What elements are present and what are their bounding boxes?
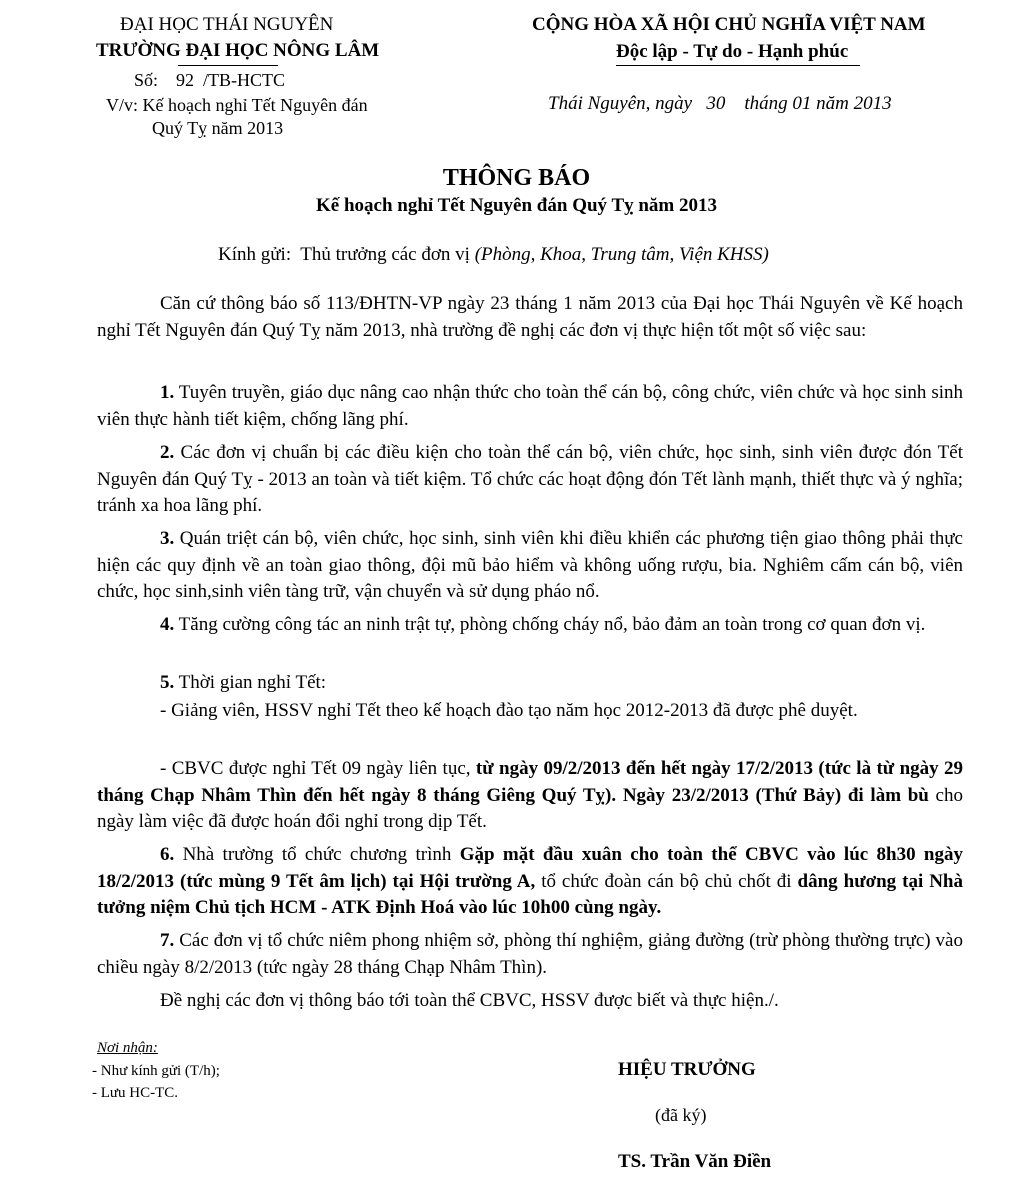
item-3-text: Quán triệt cán bộ, viên chức, học sinh, sinh viên khi điều khiển các phương tiện giao thông phải thực hiện các quy định về an toàn giao thông, đội mũ bảo hiểm và không uống rượu, bia. Nghiêm cấm cán bộ, viên chức, học sinh,sinh viên tàng trữ, vận chuyển và sử dụng pháo nổ. [97,528,963,602]
item-4 [97,612,963,639]
item-2-text: Các đơn vị chuẩn bị các điều kiện cho toàn thể cán bộ, viên chức, học sinh, sinh viên được đón Tết Nguyên đán Quý Tỵ - 2013 an toàn và tiết kiệm. Tổ chức các hoạt động đón Tết lành mạnh, thiết thực và ý nghĩa; tránh xa hoa lãng phí. [97,442,963,516]
document-subtitle: Kế hoạch nghỉ Tết Nguyên đán Quý Tỵ năm 2013 [315,195,718,216]
motto: Độc lập - Tự do - Hạnh phúc [616,41,849,62]
item-5-lecturers: - Giảng viên, HSSV nghỉ Tết theo kế hoạch đào tạo năm học 2012-2013 đã được phê duyệt. [160,700,858,721]
item-2 [97,440,963,520]
recipients-label: Nơi nhận: [97,1040,158,1056]
subject-line-1: V/v: Kế hoạch nghỉ Tết Nguyên đán [106,95,368,115]
country-name: CỘNG HÒA XÃ HỘI CHỦ NGHĨA VIỆT NAM [532,14,926,35]
place-date: Thái Nguyên, ngày 30 tháng 01 năm 2013 [548,93,892,114]
recipient-units: (Phòng, Khoa, Trung tâm, Viện KHSS) [474,244,769,265]
item-5 [97,670,963,697]
item-5-staff-dates: từ ngày 09/2/2013 đến hết ngày 17/2/2013 (tức là từ ngày 29 tháng Chạp Nhâm Thìn đến hết ngày 8 tháng Giêng Quý Tỵ). Ngày 23/2/2013 (Thứ Bảy) đi làm bù [97,758,964,806]
item-3-number: 3. [160,528,175,549]
doc-number: Số: 92 /TB-HCTC [134,70,286,90]
document-title: THÔNG BÁO [442,165,591,191]
subject-line-2: Quý Tỵ năm 2013 [152,118,284,138]
org-parent: ĐẠI HỌC THÁI NGUYÊN [120,14,334,35]
recipient-1: - Như kính gửi (T/h); [92,1063,220,1079]
recipient-2: - Lưu HC-TC. [92,1085,179,1101]
item-1-text: Tuyên truyền, giáo dục nâng cao nhận thức cho toàn thể cán bộ, công chức, viên chức và học sinh sinh viên thực hành tiết kiệm, chống lãng phí. [97,382,963,430]
item-7-number: 7. [160,930,175,951]
closing-paragraph: Đề nghị các đơn vị thông báo tới toàn thể CBVC, HSSV được biết và thực hiện./. [160,990,779,1011]
item-7-text: Các đơn vị tổ chức niêm phong nhiệm sở, phòng thí nghiệm, giảng đường (trừ phòng thường trực) vào chiều ngày 8/2/2013 (tức ngày 28 tháng Chạp Nhâm Thìn). [97,930,963,978]
item-4-number: 4. [160,614,175,635]
recipient-line [218,244,769,266]
item-6-mid: tổ chức đoàn cán bộ chủ chốt đi [535,870,798,892]
item-3 [97,526,963,606]
item-6 [97,842,963,922]
motto-underline [616,65,860,66]
item-5-text: Thời gian nghỉ Tết: [174,672,327,693]
item-5-staff-pre: - CBVC được nghỉ Tết 09 ngày liên tục, [160,758,476,779]
signed-note: (đã ký) [655,1105,707,1125]
item-5-staff [97,756,963,836]
org-underline [178,65,278,66]
signer-name: TS. Trần Văn Điền [618,1151,772,1172]
item-2-number: 2. [160,442,175,463]
item-5-number: 5. [160,672,175,693]
item-6-pre: Nhà trường tổ chức chương trình [174,844,460,865]
signer-title: HIỆU TRƯỞNG [618,1059,756,1080]
item-1 [97,380,963,433]
item-5-staff-post: cho ngày làm việc đã được hoán đổi nghỉ trong dịp Tết. [97,784,963,832]
intro-paragraph: Căn cứ thông báo số 113/ĐHTN-VP ngày 23 tháng 1 năm 2013 của Đại học Thái Nguyên về Kế hoạch nghỉ Tết Nguyên đán Quý Tỵ năm 2013, nhà trường đề nghị các đơn vị thực hiện tốt một số việc sau: [97,293,963,341]
item-4-text: Tăng cường công tác an ninh trật tự, phòng chống cháy nổ, bảo đảm an toàn trong cơ quan đơn vị. [174,614,926,635]
org-name: TRƯỜNG ĐẠI HỌC NÔNG LÂM [96,40,380,61]
recipient-prefix: Kính gửi: Thủ trưởng các đơn vị [218,244,475,265]
item-7 [97,928,963,981]
item-6-number: 6. [160,844,175,865]
item-6-meeting: Gặp mặt đầu xuân cho toàn thể CBVC vào lúc 8h30 ngày 18/2/2013 (tức mùng 9 Tết âm lịch) tại Hội trường A, [97,844,963,892]
item-1-number: 1. [160,382,175,403]
item-6-ceremony: dâng hương tại Nhà tưởng niệm Chủ tịch HCM - ATK Định Hoá vào lúc 10h00 cùng ngày. [97,870,963,918]
